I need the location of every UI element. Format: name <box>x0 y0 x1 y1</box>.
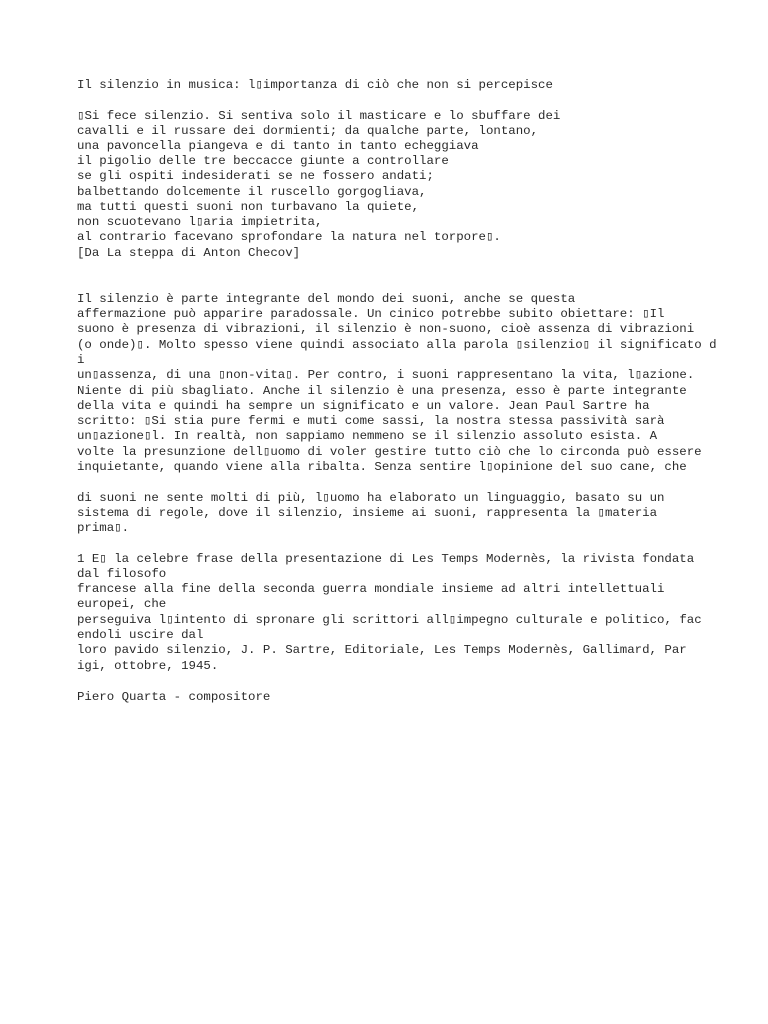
body-line: un▯assenza, di una ▯non-vita▯. Per contro, i suoni rappresentano la vita, l▯azione. <box>77 368 695 382</box>
body-line: prima▯. <box>77 521 130 535</box>
epigraph-line: ma tutti questi suoni non turbavano la quiete, <box>77 200 420 214</box>
body-line: suono è presenza di vibrazioni, il silenzio è non-suono, cioè assenza di vibrazioni <box>77 322 695 336</box>
footnote-line: francese alla fine della seconda guerra mondiale insieme ad altri intellettuali <box>77 582 665 596</box>
body-line: volte la presunzione dell▯uomo di voler gestire tutto ciò che lo circonda può essere <box>77 445 702 459</box>
epigraph-line: se gli ospiti indesiderati se ne fossero andati; <box>77 169 434 183</box>
body-line: Il silenzio è parte integrante del mondo dei suoni, anche se questa <box>77 292 576 306</box>
footnote-line: europei, che <box>77 597 167 611</box>
body-line: inquietante, quando viene alla ribalta. Senza sentire l▯opinione del suo cane, che <box>77 460 687 474</box>
body-line: affermazione può apparire paradossale. Un cinico potrebbe subito obiettare: ▯Il <box>77 307 665 321</box>
epigraph-source: [Da La steppa di Anton Checov] <box>77 246 301 260</box>
document-title: Il silenzio in musica: l▯importanza di ciò che non si percepisce <box>77 78 553 92</box>
body-line: un▯azione▯l. In realtà, non sappiamo nemmeno se il silenzio assoluto esista. A <box>77 429 658 443</box>
footnote-line: igi, ottobre, 1945. <box>77 659 219 673</box>
footnote-line: loro pavido silenzio, J. P. Sartre, Editoriale, Les Temps Modernès, Gallimard, Par <box>77 643 687 657</box>
body-line: sistema di regole, dove il silenzio, insieme ai suoni, rappresenta la ▯materia <box>77 506 658 520</box>
body-line: Niente di più sbagliato. Anche il silenzio è una presenza, esso è parte integrante <box>77 384 687 398</box>
epigraph-line: al contrario facevano sprofondare la natura nel torpore▯. <box>77 230 501 244</box>
footnote-line: 1 E▯ la celebre frase della presentazione di Les Temps Modernès, la rivista fondata <box>77 552 695 566</box>
epigraph-line: ▯Si fece silenzio. Si sentiva solo il masticare e lo sbuffare dei <box>77 109 561 123</box>
epigraph-line: balbettando dolcemente il ruscello gorgogliava, <box>77 185 427 199</box>
body-line: i <box>77 353 85 367</box>
footnote-line: endoli uscire dal <box>77 628 204 642</box>
body-line: (o onde)▯. Molto spesso viene quindi associato alla parola ▯silenzio▯ il significato d <box>77 338 717 352</box>
author-signature: Piero Quarta - compositore <box>77 690 271 704</box>
epigraph-line: il pigolio delle tre beccacce giunte a controllare <box>77 154 449 168</box>
footnote-line: dal filosofo <box>77 567 167 581</box>
body-line: della vita e quindi ha sempre un significato e un valore. Jean Paul Sartre ha <box>77 399 650 413</box>
epigraph-line: cavalli e il russare dei dormienti; da qualche parte, lontano, <box>77 124 539 138</box>
epigraph-line: una pavoncella piangeva e di tanto in tanto echeggiava <box>77 139 479 153</box>
body-line: scritto: ▯Si stia pure fermi e muti come sassi, la nostra stessa passività sarà <box>77 414 665 428</box>
epigraph-line: non scuotevano l▯aria impietrita, <box>77 215 323 229</box>
footnote-line: perseguiva l▯intento di spronare gli scrittori all▯impegno culturale e politico, fac <box>77 613 702 627</box>
body-line: di suoni ne sente molti di più, l▯uomo ha elaborato un linguaggio, basato su un <box>77 491 665 505</box>
